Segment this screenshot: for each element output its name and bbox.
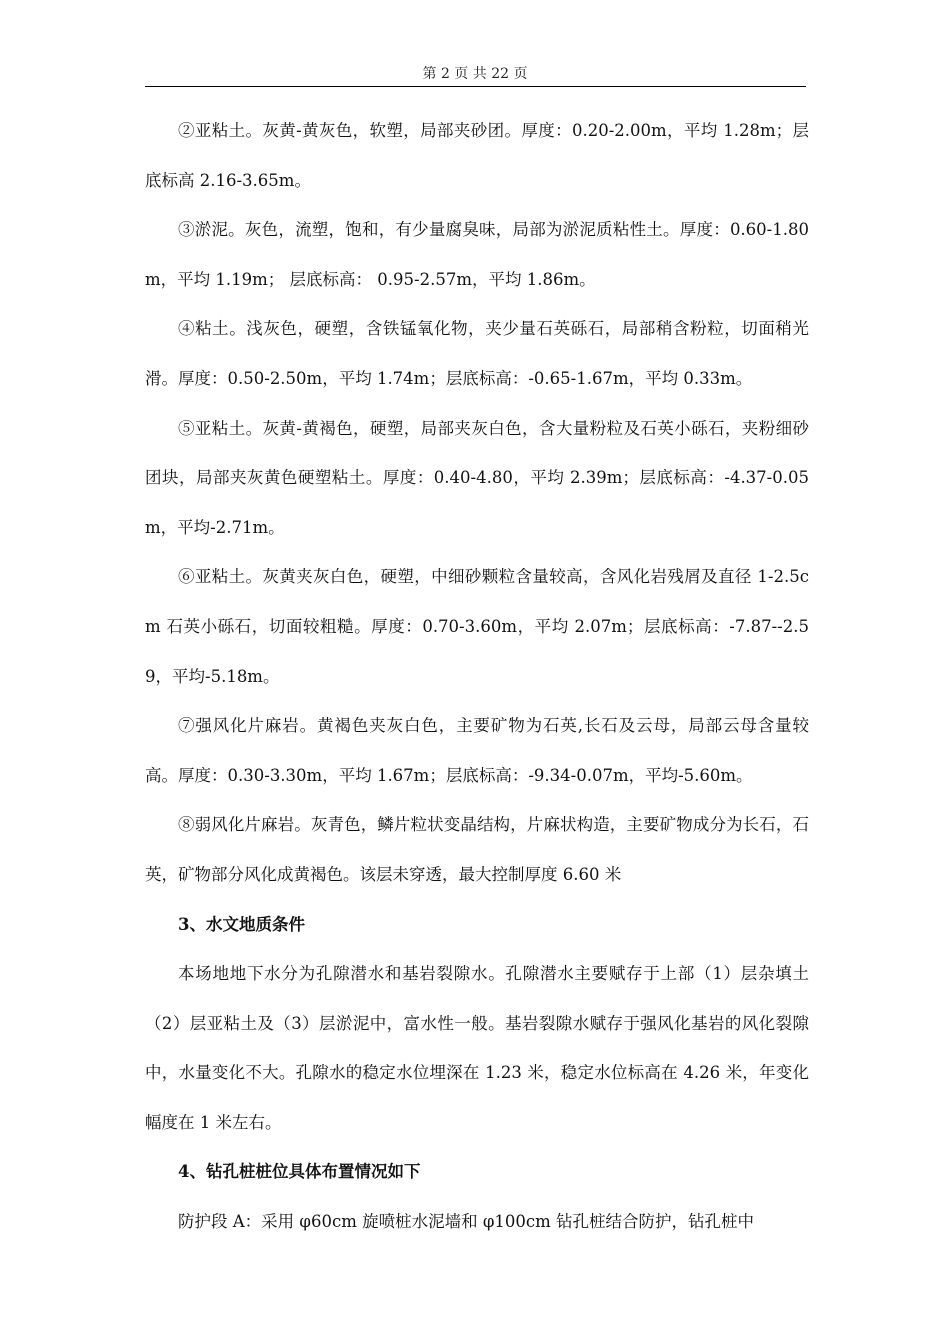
header-divider: [145, 86, 806, 87]
document-body: [145, 106, 809, 1247]
paragraph-layer-8: ⑧弱风化片麻岩。灰青色，鳞片粒状变晶结构，片麻状构造，主要矿物成分为长石，石英，矿物部分风化成黄褐色。该层未穿透，最大控制厚度 6.60 米: [145, 815, 809, 884]
section-heading-hydrogeology: 3、水文地质条件: [178, 914, 305, 934]
paragraph-layer-3: ③淤泥。灰色，流塑，饱和，有少量腐臭味，局部为淤泥质粘性土。厚度：0.60-1.80m，平均 1.19m； 层底标高： 0.95-2.57m，平均 1.86m。: [145, 220, 809, 289]
section-heading-pile-layout: 4、钻孔桩桩位具体布置情况如下: [178, 1162, 421, 1182]
paragraph-layer-7: ⑦强风化片麻岩。黄褐色夹灰白色，主要矿物为石英,长石及云母，局部云母含量较高。厚度：0.30-3.30m，平均 1.67m；层底标高：-9.34-0.07m，平均-5.60m。: [145, 716, 809, 785]
paragraph-layer-6: ⑥亚粘土。灰黄夹灰白色，硬塑，中细砂颗粒含量较高，含风化岩残屑及直径 1-2.5cm 石英小砾石，切面较粗糙。厚度：0.70-3.60m，平均 2.07m；层底标高：-7.87--2.59，平均-5.18m。: [145, 567, 809, 686]
paragraph-layer-5: ⑤亚粘土。灰黄-黄褐色，硬塑，局部夹灰白色，含大量粉粒及石英小砾石，夹粉细砂团块，局部夹灰黄色硬塑粘土。厚度：0.40-4.80，平均 2.39m；层底标高：-4.37-0.05m，平均-2.71m。: [145, 418, 809, 537]
paragraph-hydrogeology: 本场地地下水分为孔隙潜水和基岩裂隙水。孔隙潜水主要赋存于上部（1）层杂填土（2）层亚粘土及（3）层淤泥中，富水性一般。基岩裂隙水赋存于强风化基岩的风化裂隙中，水量变化不大。孔隙水的稳定水位埋深在 1.23 米，稳定水位标高在 4.26 米，年变化幅度在 1 米左右。: [145, 964, 809, 1132]
paragraph-pile-layout: 防护段 A：采用 φ60cm 旋喷桩水泥墙和 φ100cm 钻孔桩结合防护，钻孔桩中: [178, 1212, 755, 1232]
paragraph-layer-4: ④粘土。浅灰色，硬塑，含铁锰氧化物，夹少量石英砾石，局部稍含粉粒，切面稍光滑。厚度：0.50-2.50m，平均 1.74m；层底标高：-0.65-1.67m，平均 0.33m。: [145, 319, 809, 388]
paragraph-layer-2: ②亚粘土。灰黄-黄灰色，软塑，局部夹砂团。厚度：0.20-2.00m，平均 1.28m；层底标高 2.16-3.65m。: [145, 121, 809, 190]
page-header: 第 2 页 共 22 页: [422, 66, 528, 82]
